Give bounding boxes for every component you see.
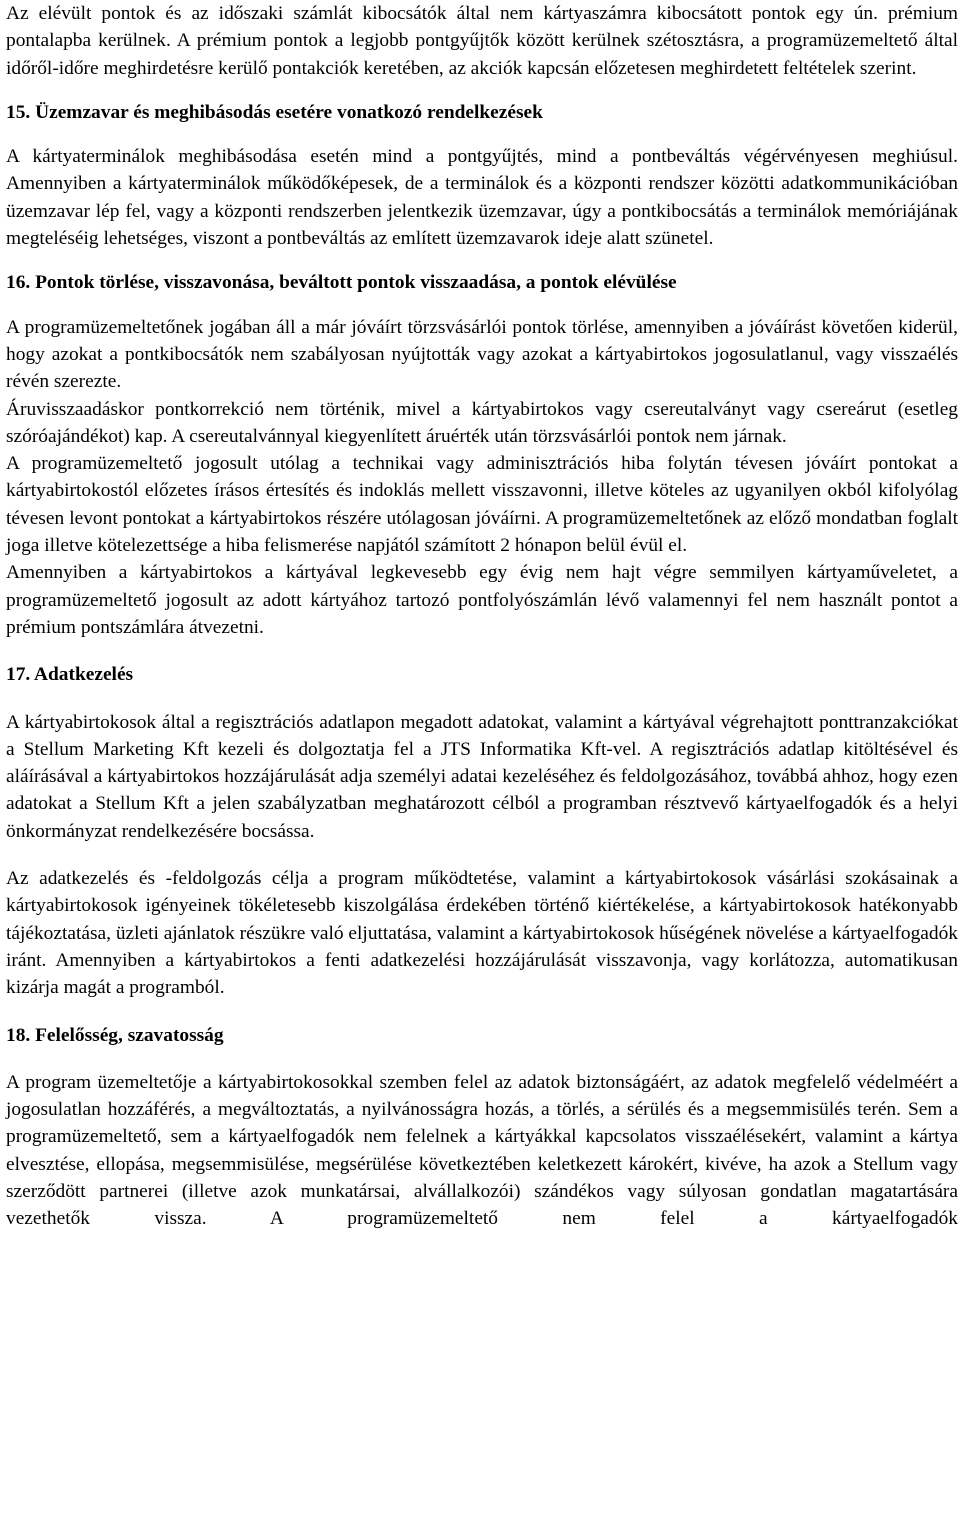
section-16-heading: 16. Pontok törlése, visszavonása, beváltott pontok visszaadása, a pontok elévülése	[6, 272, 677, 294]
spacer	[6, 641, 958, 661]
section-17-paragraph-2: Az adatkezelés és -feldolgozás célja a program működtetése, valamint a kártyabirtokosok vásárlási szokásainak a kártyabirtokosok igényeinek tökéletesebb kiszolgálása érdekében történő kiértékelése, a kártyabirtokosok hatékonyabb tájékoztatása, üzleti ajánlatok részükre való eljuttatása, valamint a kártyabirtokosok hűségének növelése a kártyaelfogadók iránt. Amennyiben a kártyabirtokos a fenti adatkezelési hozzájárulását visszavonja, vagy korlátozza, automatikusan kizárja magát a programból.	[6, 868, 958, 999]
spacer	[6, 297, 958, 314]
section-16-paragraph-2: Áruvisszaadáskor pontkorrekció nem történik, mivel a kártyabirtokos vagy csereutalványt vagy csereárut (esetleg szóróajándékot) kap. A csereutalvánnyal kiegyenlített áruérték után törzsvásárlói pontok nem járnak.	[6, 398, 958, 447]
spacer	[6, 1049, 958, 1069]
spacer	[6, 845, 958, 865]
spacer	[6, 1002, 958, 1022]
spacer	[6, 689, 958, 709]
section-15-heading: 15. Üzemzavar és meghibásodás esetére vonatkozó rendelkezések	[6, 101, 543, 123]
spacer	[6, 126, 958, 143]
section-18-heading: 18. Felelősség, szavatosság	[6, 1024, 224, 1046]
section-18-paragraph: A program üzemeltetője a kártyabirtokosokkal szemben felel az adatok biztonságáért, az adatok megfelelő védelméért a jogosulatlan hozzáférés, a megváltoztatás, a nyilvánosságra hozás, a törlés, a sérülés és a megsemmisülés terén. Sem a programüzemeltető, sem a kártyaelfogadók nem felelnek a kártyákkal kapcsolatos visszaélésekért, valamint a kártya elvesztése, ellopása, megsemmisülése, megsérülése következtében keletkezett károkért, kivéve, ha azok a Stellum vagy szerződött partnerei (illetve azok munkatársai, alvállalkozói) szándékos vagy súlyosan gondatlan magatartására vezethetők vissza. A programüzemeltető nem felel a kártyaelfogadók	[6, 1071, 958, 1230]
section-17-paragraph-1: A kártyabirtokosok által a regisztrációs adatlapon megadott adatokat, valamint a kártyával végrehajtott ponttranzakciókat a Stellum Marketing Kft kezeli és dolgoztatja fel a JTS Informatika Kft-vel. A regisztrációs adatlap kitöltésével és aláírásával a kártyabirtokos hozzájárulását adja személyi adatai kezeléséhez és feldolgozásához, továbbá ahhoz, hogy ezen adatokat a Stellum Kft a jelen szabályzatban meghatározott célból a programban résztvevő kártyaelfogadók és a helyi önkormányzat rendelkezésére bocsássa.	[6, 711, 958, 842]
document-page	[6, 0, 958, 1233]
section-17-heading: 17. Adatkezelés	[6, 664, 134, 686]
section-15-paragraph: A kártyaterminálok meghibásodása esetén mind a pontgyűjtés, mind a pontbeváltás végérvényesen meghiúsul. Amennyiben a kártyaterminálok működőképesek, de a terminálok és a központi rendszer közötti adatkommunikációban üzemzavar lép fel, vagy a központi rendszerben jelentkezik üzemzavar, úgy a pontkibocsátás a terminálok memóriájának megteléséig lehetséges, viszont a pontbeváltás az említett üzemzavarok ideje alatt szünetel.	[6, 146, 958, 250]
intro-paragraph: Az elévült pontok és az időszaki számlát kibocsátók által nem kártyaszámra kibocsátott pontok egy ún. prémium pontalapba kerülnek. A prémium pontok a legjobb pontgyűjtők között kerülnek szétosztásra, a programüzemeltető által időről-időre meghirdetésre kerülő pontakciók keretében, az akciók kapcsán előzetesen meghirdetett feltételek szerint.	[6, 3, 958, 79]
section-16-paragraph-3: A programüzemeltető jogosult utólag a technikai vagy adminisztrációs hiba folytán tévesen jóváírt pontokat a kártyabirtokostól előzetes írásos értesítés és indoklás mellett visszavonni, illetve köteles az ugyanilyen okból kifolyólag tévesen levont pontokat a kártyabirtokos részére utólagosan jóváírni. A programüzemeltetőnek az előző mondatban foglalt joga illetve kötelezettsége a hiba felismerése napjától számított 2 hónapon belül évül el.	[6, 453, 958, 557]
section-16-paragraph-1: A programüzemeltetőnek jogában áll a már jóváírt törzsvásárlói pontok törlése, amennyiben a jóváírást követően kiderül, hogy azokat a pontkibocsátók nem szabályosan nyújtották vagy azokat a kártyabirtokos jogosulatlanul, vagy visszaélés révén szerezte.	[6, 316, 958, 393]
spacer	[6, 82, 958, 99]
spacer	[6, 252, 958, 269]
section-16-paragraph-4: Amennyiben a kártyabirtokos a kártyával legkevesebb egy évig nem hajt végre semmilyen kártyaműveletet, a programüzemeltető jogosult az adott kártyához tartozó pontfolyószámlán lévő valamennyi fel nem használt pontot a prémium pontszámlára átvezetni.	[6, 562, 958, 638]
